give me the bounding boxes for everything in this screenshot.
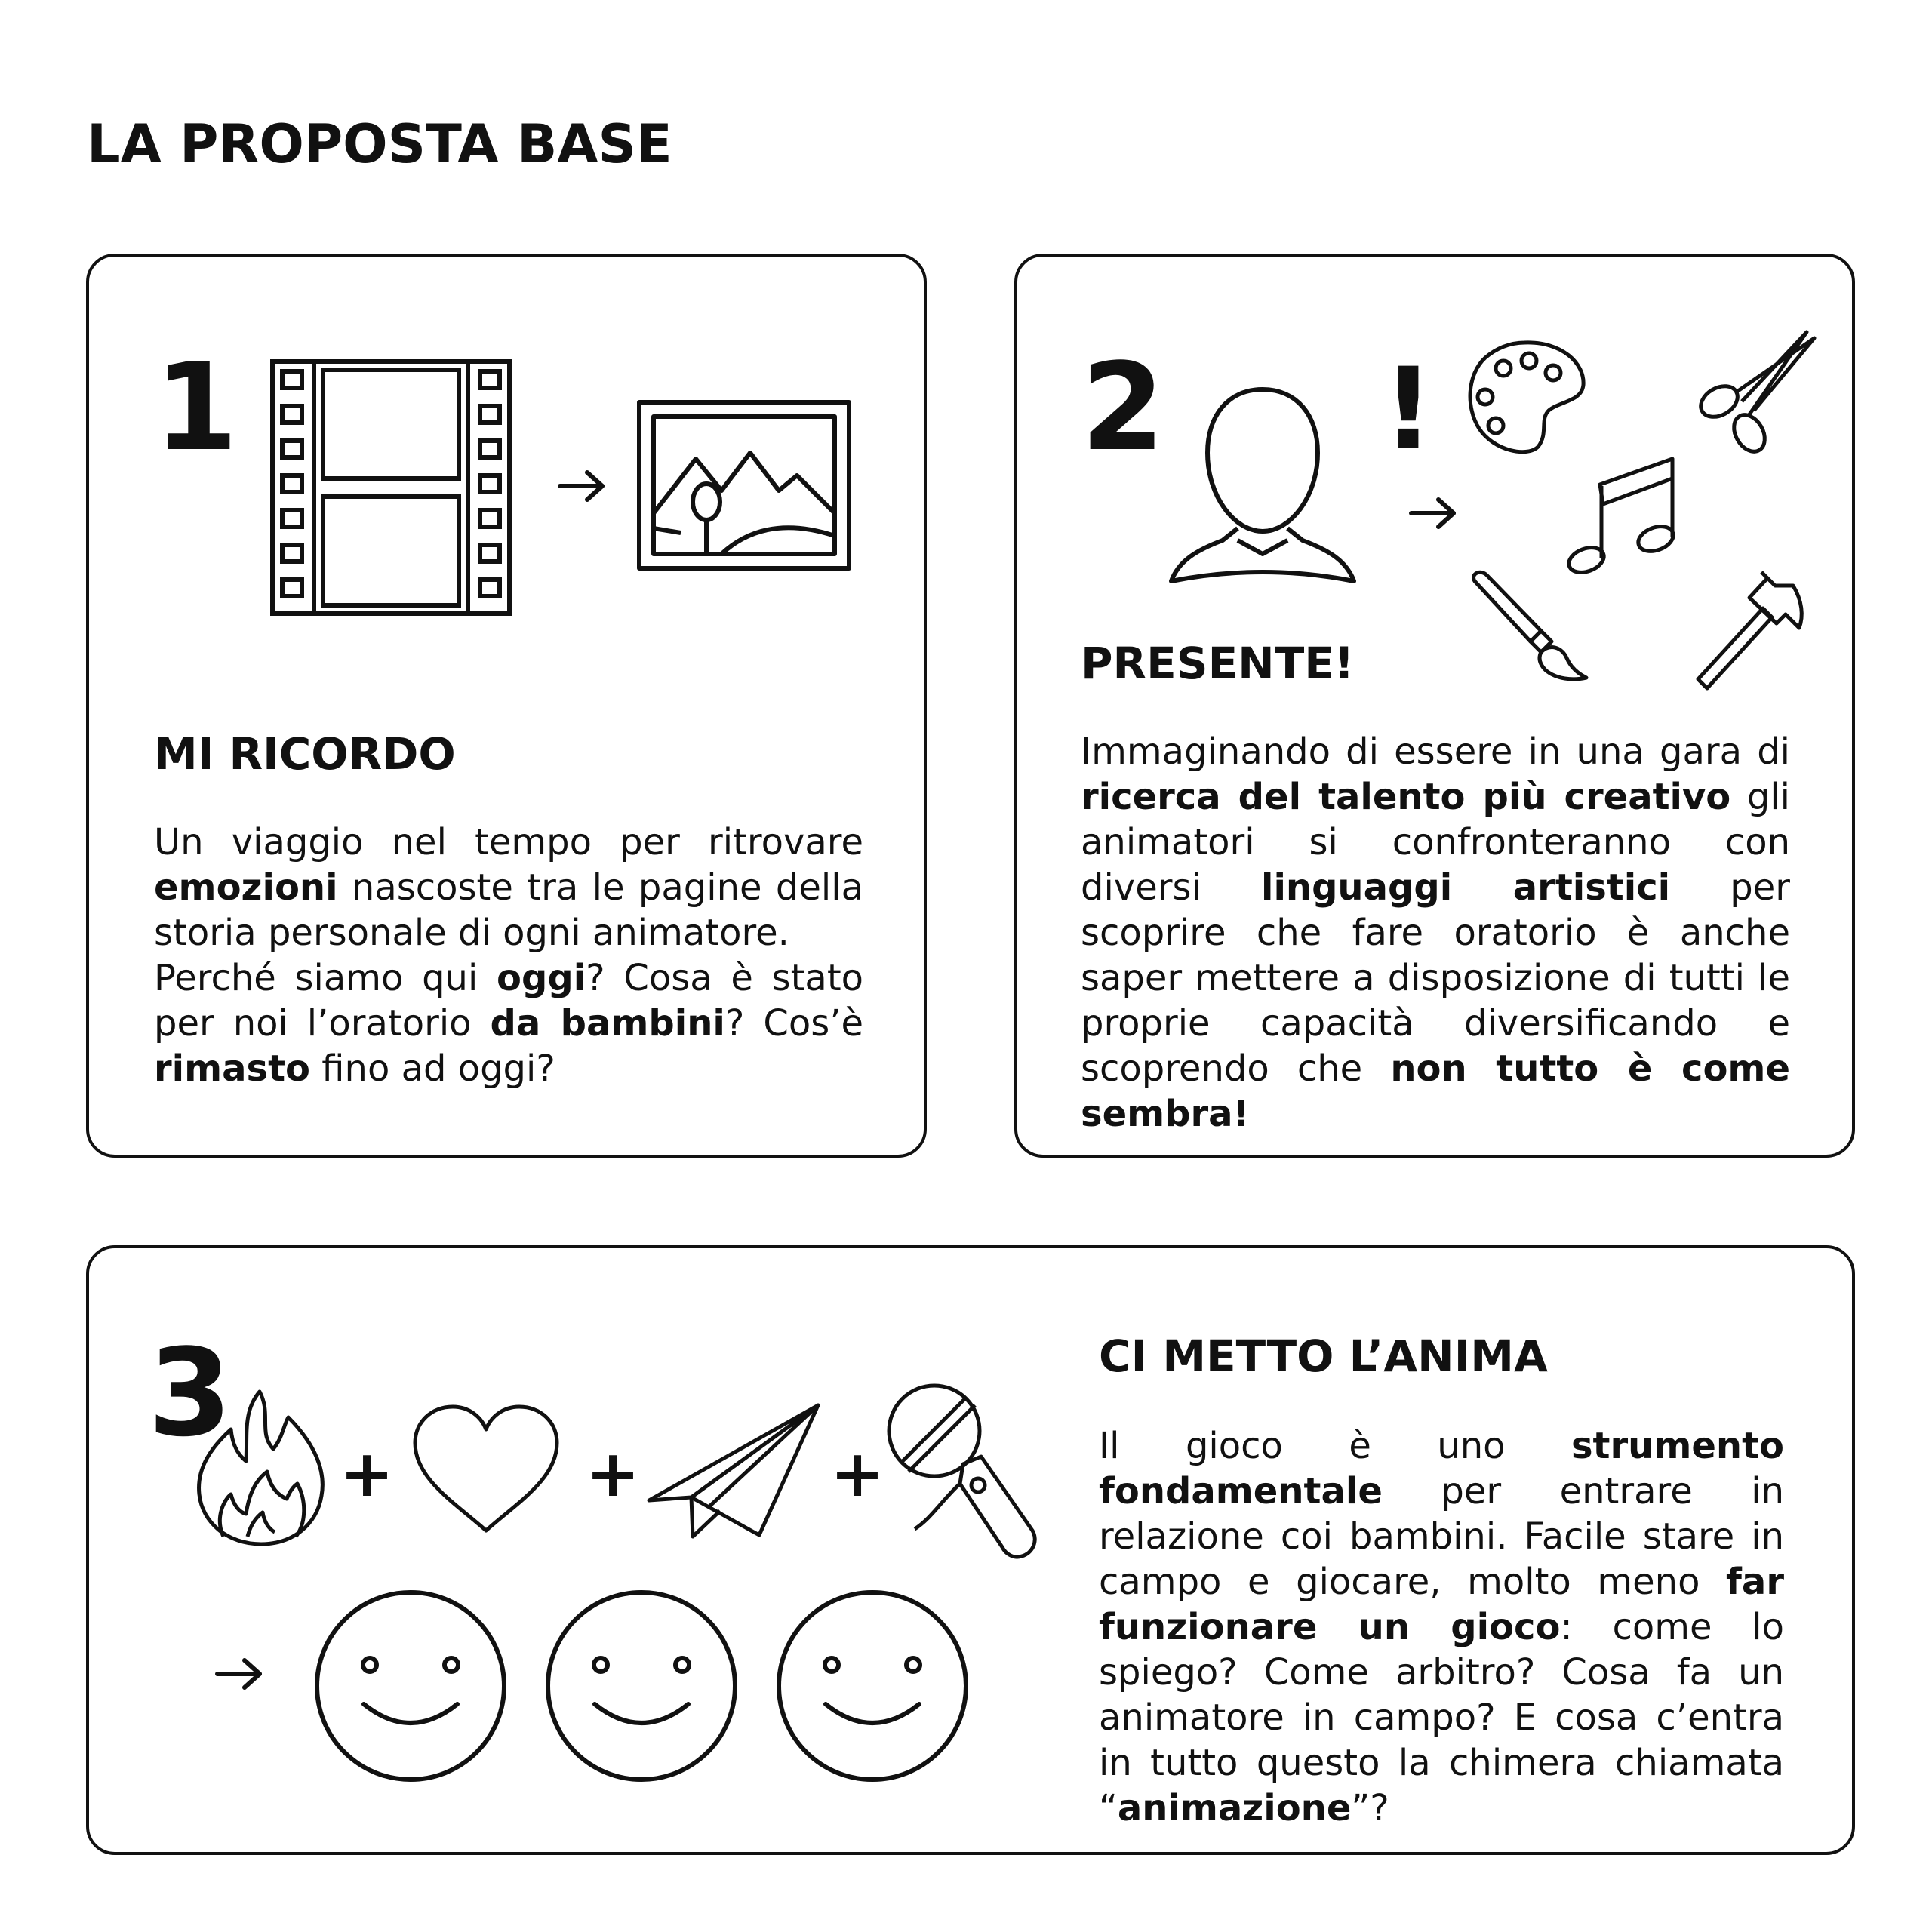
bold-text: ricerca del talento più creativo (1081, 776, 1731, 818)
plus-icon: + (830, 1436, 885, 1512)
card-title: PRESENTE! (1081, 638, 1355, 689)
music-note-icon (1559, 454, 1678, 575)
text-run: fino ad oggi? (310, 1048, 555, 1090)
plus-icon: + (340, 1436, 395, 1512)
arrow-right-icon (214, 1657, 264, 1690)
paragraph (1081, 729, 1790, 1137)
card-number: 3 (148, 1322, 232, 1463)
framed-picture-icon (637, 400, 851, 571)
text-run: Perché siamo qui (154, 957, 497, 999)
exclamation-icon: ! (1383, 344, 1435, 475)
card-mi-ricordo (86, 254, 927, 1158)
hammer-icon (1695, 568, 1807, 690)
paintbrush-icon (1467, 569, 1588, 682)
text-run: ? Cos’è (724, 1002, 863, 1044)
text-run: nascoste tra le pagine della storia personale di ogni animatore. (154, 866, 863, 954)
card-title: CI METTO L’ANIMA (1099, 1331, 1548, 1382)
card-ci-metto-lanima (86, 1245, 1855, 1855)
paragraph (1099, 1423, 1784, 1831)
bold-text: rimasto (154, 1048, 311, 1090)
card-description (1081, 729, 1790, 1137)
bold-text: non tutto è come sembra! (1081, 1048, 1790, 1135)
arrow-right-icon (1408, 497, 1458, 530)
flame-icon (195, 1389, 328, 1547)
scissors-icon (1694, 329, 1822, 457)
card-number: 1 (154, 337, 238, 478)
card-title: MI RICORDO (154, 728, 456, 780)
paragraph (154, 955, 863, 1091)
bold-text: far funzionare un gioco (1099, 1561, 1784, 1648)
card-description (1099, 1423, 1784, 1831)
bold-text: da bambini (490, 1002, 725, 1044)
text-run: Il gioco è uno (1099, 1425, 1571, 1467)
bold-text: oggi (497, 957, 586, 999)
card-presente (1014, 254, 1855, 1158)
bold-text: linguaggi artistici (1260, 866, 1671, 909)
text-run: per scoprire che fare oratorio è anche saper mettere a disposizione di tutti le proprie capacità diversificando e scoprendo che (1081, 866, 1791, 1090)
heart-icon (411, 1404, 561, 1535)
text-run: per entrare in relazione coi bambini. Facile stare in campo e giocare, molto meno (1099, 1470, 1784, 1603)
microphone-icon (884, 1381, 1037, 1564)
bold-text: animazione (1117, 1787, 1352, 1829)
smiley-icon (776, 1589, 969, 1783)
text-run: ”? (1351, 1787, 1389, 1829)
page-title: LA PROPOSTA BASE (87, 113, 672, 175)
text-run: ? Cosa è stato per noi l’oratorio (154, 957, 863, 1044)
palette-icon (1464, 338, 1588, 456)
text-run: Immaginando di essere in una gara di (1081, 731, 1790, 773)
film-strip-icon (270, 359, 512, 616)
smiley-icon (314, 1589, 507, 1783)
card-description (154, 820, 863, 1091)
text-run: gli animatori si confronteranno con diversi (1081, 776, 1790, 909)
paragraph (154, 820, 863, 955)
text-run: : come lo spiego? Come arbitro? Cosa fa un animatore in campo? E cosa c’entra in tutto questo la chimera chiamata “ (1099, 1606, 1784, 1829)
arrow-right-icon (557, 469, 607, 503)
smiley-icon (545, 1589, 738, 1783)
paper-plane-icon (646, 1402, 821, 1541)
bold-text: emozioni (154, 866, 338, 909)
card-number: 2 (1081, 337, 1165, 478)
person-icon (1168, 383, 1357, 587)
plus-icon: + (586, 1436, 641, 1512)
text-run: Un viaggio nel tempo per ritrovare (154, 821, 863, 863)
bold-text: strumento fondamentale (1099, 1425, 1784, 1512)
